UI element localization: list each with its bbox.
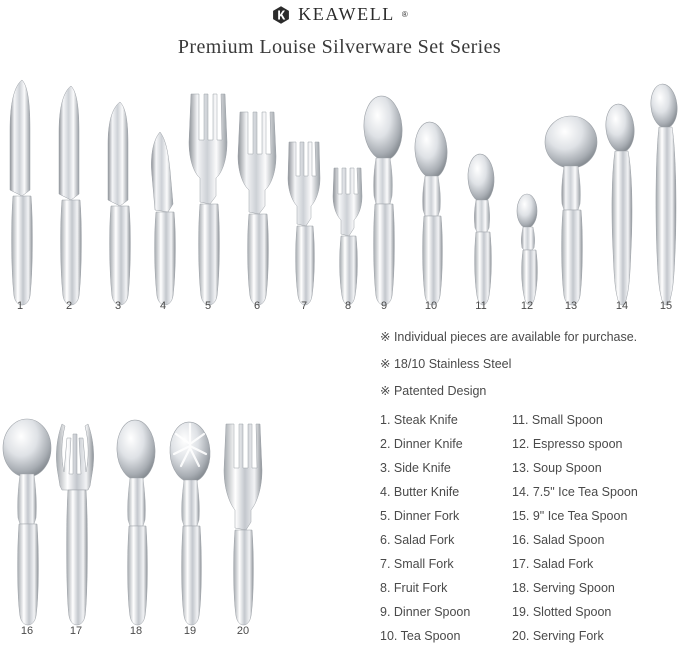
piece-14-ice-tea-spoon-75 [604, 103, 637, 305]
top-row-number-labels [0, 300, 679, 316]
number-label: 6 [253, 300, 261, 312]
number-label: 15 [659, 300, 673, 312]
piece-12-espresso-spoon [517, 194, 537, 305]
legend-column-right [512, 408, 638, 648]
piece-20-serving-fork [224, 424, 262, 625]
legend-item: 10. Tea Spoon [380, 629, 461, 643]
number-label: 18 [129, 625, 143, 637]
piece-10-tea-spoon [413, 121, 449, 305]
number-label: 10 [424, 300, 438, 312]
legend-item: 6. Salad Fork [380, 533, 455, 547]
piece-17-salad-fork [56, 424, 93, 625]
piece-18-serving-spoon [115, 419, 156, 625]
piece-2-dinner-knife [59, 86, 81, 305]
piece-8-fruit-fork [333, 168, 362, 305]
piece-16-salad-spoon [3, 419, 51, 625]
piece-13-soup-spoon [545, 116, 597, 305]
legend-item: 7. Small Fork [380, 557, 454, 571]
legend-item: 11. Small Spoon [512, 413, 603, 427]
registered-trademark-symbol: ® [401, 10, 408, 19]
piece-legend [380, 408, 679, 648]
legend-item: 1. Steak Knife [380, 413, 458, 427]
hexagon-k-logo-icon [271, 5, 291, 25]
legend-item: 2. Dinner Knife [380, 437, 463, 451]
number-label: 7 [300, 300, 308, 312]
number-label: 5 [204, 300, 212, 312]
legend-item: 8. Fruit Fork [380, 581, 448, 595]
product-notes [380, 330, 679, 411]
piece-19-slotted-spoon [168, 421, 211, 625]
piece-4-butter-knife [151, 132, 175, 305]
number-label: 9 [380, 300, 388, 312]
number-label: 4 [159, 300, 167, 312]
legend-item: 12. Espresso spoon [512, 437, 623, 451]
number-label: 17 [69, 625, 83, 637]
legend-item: 9. Dinner Spoon [380, 605, 471, 619]
number-label: 16 [20, 625, 34, 637]
piece-7-small-fork [288, 142, 320, 305]
piece-6-salad-fork [238, 112, 276, 305]
note-item: ※ Individual pieces are available for purchase. [380, 330, 638, 344]
silverware-row-top [0, 70, 679, 315]
number-label: 13 [564, 300, 578, 312]
legend-item: 3. Side Knife [380, 461, 451, 475]
legend-item: 14. 7.5" Ice Tea Spoon [512, 485, 638, 499]
piece-9-dinner-spoon [362, 95, 404, 305]
piece-15-ice-tea-spoon-9 [649, 83, 679, 305]
legend-item: 17. Salad Fork [512, 557, 594, 571]
number-label: 3 [114, 300, 122, 312]
number-label: 8 [344, 300, 352, 312]
legend-item: 13. Soup Spoon [512, 461, 602, 475]
number-label: 11 [475, 300, 487, 312]
legend-item: 15. 9" Ice Tea Spoon [512, 509, 628, 523]
piece-5-dinner-fork [189, 94, 227, 305]
note-item: ※ 18/10 Stainless Steel [380, 357, 512, 371]
number-label: 20 [236, 625, 250, 637]
number-label: 14 [615, 300, 629, 312]
legend-item: 5. Dinner Fork [380, 509, 460, 523]
legend-item: 19. Slotted Spoon [512, 605, 612, 619]
legend-item: 4. Butter Knife [380, 485, 460, 499]
legend-item: 16. Salad Spoon [512, 533, 605, 547]
number-label: 19 [183, 625, 197, 637]
number-label: 1 [16, 300, 24, 312]
note-item: ※ Patented Design [380, 384, 487, 398]
piece-11-small-spoon [467, 153, 495, 305]
number-label: 2 [65, 300, 73, 312]
brand-name: KEAWELL [298, 4, 395, 24]
bottom-row-number-labels [0, 625, 279, 641]
piece-3-side-knife [108, 102, 130, 305]
silverware-row-bottom [0, 400, 279, 635]
legend-column-left [380, 408, 512, 648]
number-label: 12 [520, 300, 534, 312]
legend-item: 18. Serving Spoon [512, 581, 615, 595]
piece-1-steak-knife [10, 80, 32, 305]
brand-header [0, 4, 679, 25]
page-title: Premium Louise Silverware Set Series [177, 36, 502, 58]
legend-item: 20. Serving Fork [512, 629, 604, 643]
